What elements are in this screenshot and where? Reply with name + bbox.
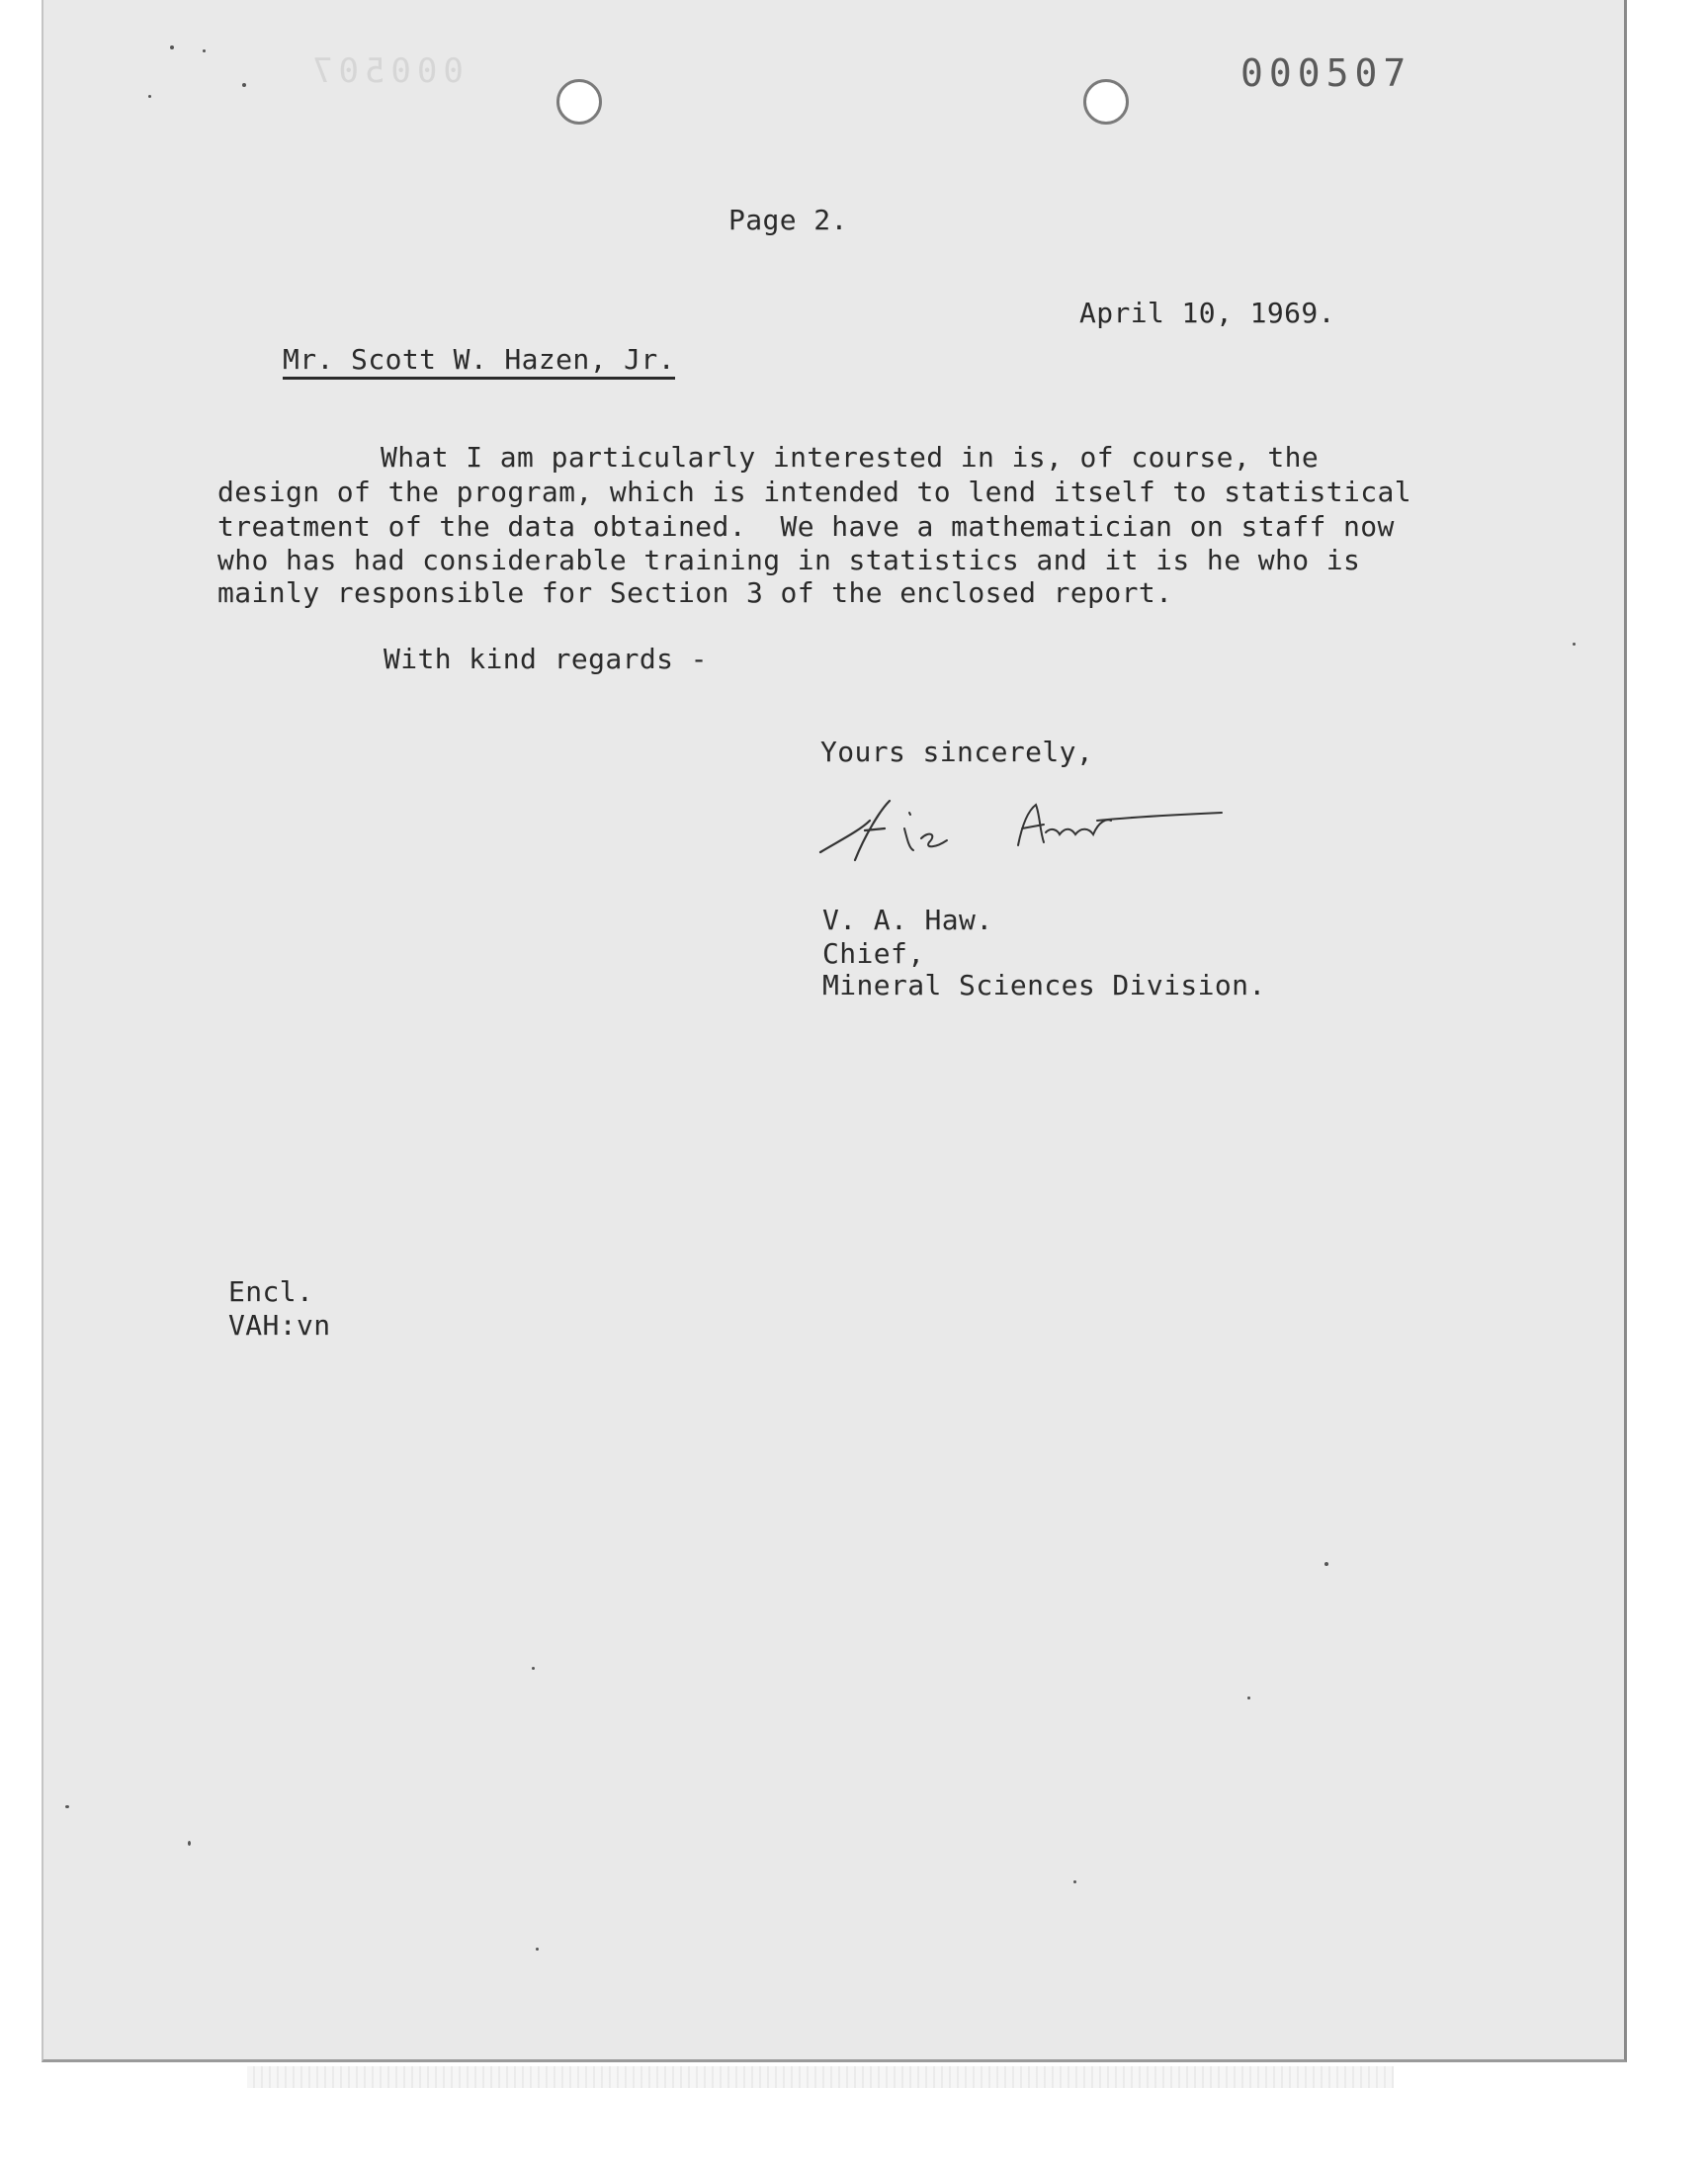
scan-speck [536, 1948, 539, 1951]
handwritten-signature [811, 791, 1226, 870]
scan-speck [1324, 1562, 1328, 1566]
body-line: What I am particularly interested in is, of course, the [381, 441, 1320, 474]
addressee-name: Mr. Scott W. Hazen, Jr. [283, 343, 675, 380]
scan-speck [532, 1667, 535, 1670]
regards-line: With kind regards - [384, 643, 708, 675]
paper-sheet [42, 0, 1627, 2062]
scan-speck [170, 45, 174, 49]
scan-speck [188, 1841, 191, 1846]
enclosure-note: Encl. [228, 1275, 314, 1308]
reference-initials: VAH:vn [228, 1309, 331, 1342]
page-label: Page 2. [728, 204, 848, 236]
body-line: design of the program, which is intended to lend itself to statistical [217, 476, 1412, 508]
scan-edge-strip [247, 2066, 1394, 2088]
signatory-title: Chief, [822, 937, 925, 970]
punch-hole-left [556, 79, 602, 125]
signatory-division: Mineral Sciences Division. [822, 969, 1266, 1001]
signatory-name: V. A. Haw. [822, 904, 993, 936]
body-line: mainly responsible for Section 3 of the enclosed report. [217, 576, 1173, 609]
scan-speck [65, 1805, 69, 1808]
scan-speck [1073, 1880, 1076, 1883]
document-number: 000507 [1240, 51, 1412, 95]
body-line: who has had considerable training in statistics and it is he who is [217, 544, 1361, 576]
scan-speck [203, 49, 206, 52]
bleed-through-number: 000507 [306, 51, 464, 91]
body-line: treatment of the data obtained. We have a mathematician on staff now [217, 510, 1395, 543]
scan-speck [148, 95, 151, 98]
closing-line: Yours sincerely, [820, 736, 1094, 768]
scan-speck [1247, 1696, 1250, 1699]
letter-date: April 10, 1969. [1079, 297, 1335, 329]
punch-hole-right [1083, 79, 1129, 125]
addressee [214, 310, 675, 408]
scan-speck [242, 83, 246, 87]
scan-speck [1573, 643, 1576, 646]
